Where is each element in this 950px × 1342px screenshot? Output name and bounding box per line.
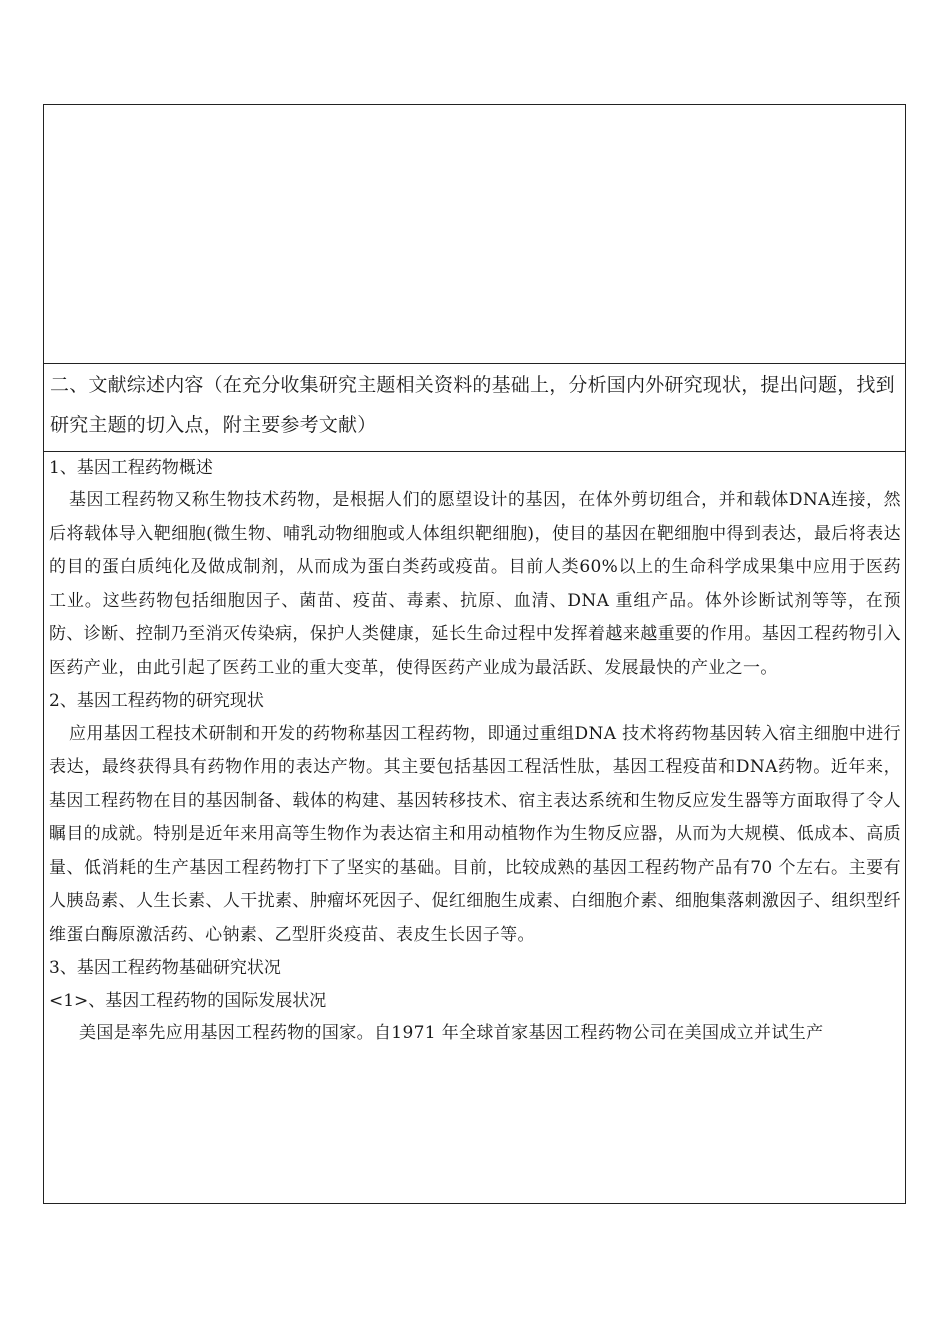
blank-upper-cell	[44, 105, 905, 364]
section-1-title: 1、基因工程药物概述	[49, 458, 213, 478]
section-3-subtitle: <1>、基因工程药物的国际发展状况	[49, 990, 327, 1011]
form-table	[43, 104, 906, 1204]
section-2-paragraph: 应用基因工程技术研制和开发的药物称基因工程药物，即通过重组DNA 技术将药物基因转入宿主细胞中进行表达，最终获得具有药物作用的表达产物。其主要包括基因工程活性肽，基因工程疫苗和DNA药物。近年来，基因工程药物在目的基因制备、载体的构建、基因转移技术、宿主表达系统和生物反应发生器等方面取得了令人瞩目的成就。特别是近年来用高等生物作为表达宿主和用动植物作为生物反应器，从而为大规模、低成本、高质量、低消耗的生产基因工程药物打下了坚实的基础。目前，比较成熟的基因工程药物产品有70 个左右。主要有人胰岛素、人生长素、人干扰素、肿瘤坏死因子、促红细胞生成素、白细胞介素、细胞集落刺激因子、组织型纤维蛋白酶原激活药、心钠素、乙型肝炎疫苗、表皮生长因子等。	[49, 723, 901, 945]
section-2-title: 2、基因工程药物的研究现状	[49, 691, 264, 712]
section-3-title: 3、基因工程药物基础研究状况	[49, 958, 281, 979]
section-heading: 二、文献综述内容（在充分收集研究主题相关资料的基础上，分析国内外研究现状，提出问题，找到研究主题的切入点，附主要参考文献）	[50, 374, 895, 436]
section-1-paragraph: 基因工程药物又称生物技术药物，是根据人们的愿望设计的基因，在体外剪切组合，并和载体DNA连接，然后将载体导入靶细胞(微生物、哺乳动物细胞或人体组织靶细胞)，使目的基因在靶细胞中得到表达，最后将表达的目的蛋白质纯化及做成制剂，从而成为蛋白类药或疫苗。目前人类60%以上的生命科学成果集中应用于医药工业。这些药物包括细胞因子、菌苗、疫苗、毒素、抗原、血清、DNA 重组产品。体外诊断试剂等等，在预防、诊断、控制乃至消灭传染病，保护人类健康，延长生命过程中发挥着越来越重要的作用。基因工程药物引入医药产业，由此引起了医药工业的重大变革，使得医药产业成为最活跃、发展最快的产业之一。	[49, 490, 901, 678]
section-3-paragraph: 美国是率先应用基因工程药物的国家。自1971 年全球首家基因工程药物公司在美国成立并试生产	[79, 1023, 824, 1044]
literature-review-content	[44, 451, 905, 1203]
section-heading-cell	[44, 363, 905, 452]
